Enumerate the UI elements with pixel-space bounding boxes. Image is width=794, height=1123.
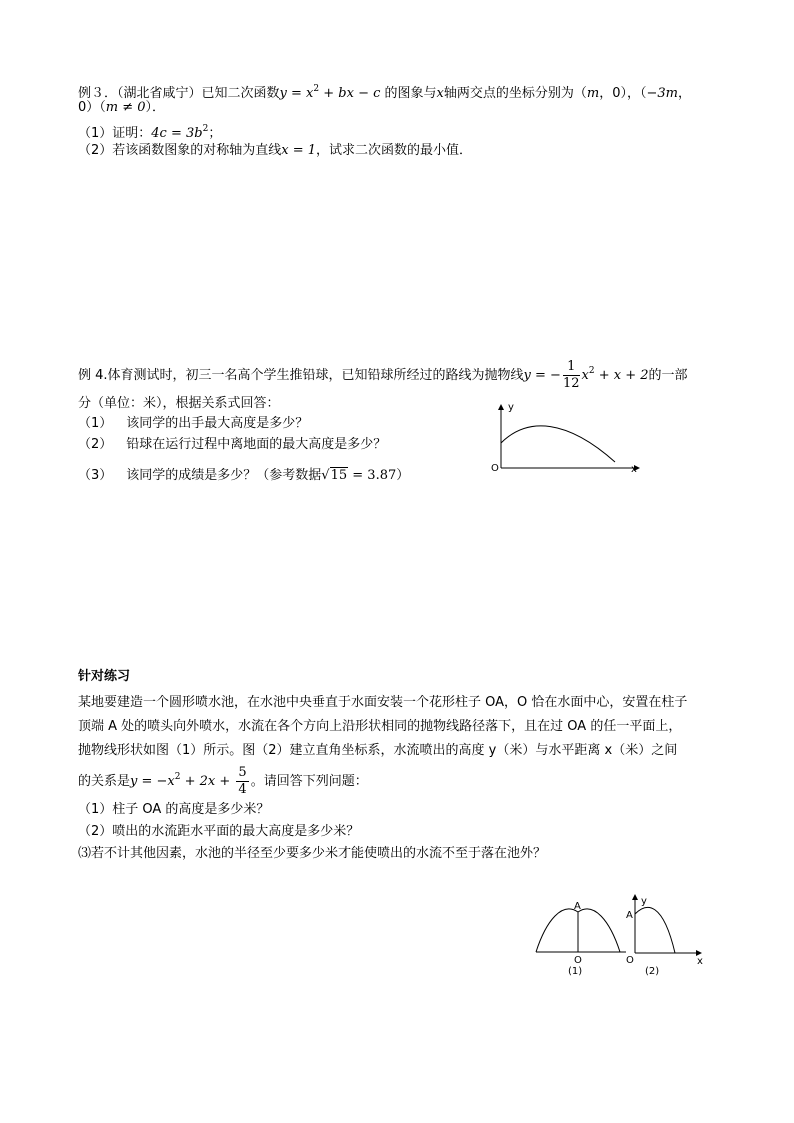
fraction-denominator: 12 [562, 376, 580, 391]
math-rest: + bx − c [319, 86, 381, 101]
example3-q2 [78, 142, 472, 160]
graph-x-label: x [631, 464, 637, 475]
fraction-numerator: 5 [238, 765, 247, 780]
math-m: m [586, 86, 600, 101]
example3-q1 [78, 120, 221, 143]
example4-q1 [78, 415, 308, 433]
fig2-point-a-label: A [626, 910, 633, 921]
fig1-point-a-label: A [574, 901, 581, 912]
p4-sup: 2 [174, 772, 181, 782]
trajectory-curve [501, 426, 615, 462]
fig2-caption: (2) [645, 966, 660, 977]
example4-prefix: 例 4.体育测试时，初三一名高个学生推铅球，已知铅球所经过的路线为抛物线 [78, 368, 524, 383]
q3-number: （3） [78, 468, 113, 483]
p4-eq: y = −x [130, 774, 175, 789]
example3-line2-a: 0）（ [78, 100, 106, 115]
practice-heading: 针对练习 [78, 669, 131, 684]
practice-q3: ⑶若不计其他因素，水池的半径至少要多少米才能使喷出的水流不至于落在池外？ [78, 846, 547, 861]
graph-origin-label: O [491, 463, 499, 474]
q2-suffix: ，试求二次函数的最小值． [316, 143, 473, 158]
example4-eq-rest: + x + 2 [594, 368, 649, 383]
q2-number: （2） [78, 437, 113, 452]
fig2-origin-label: O [626, 955, 634, 966]
example3-suffix: 轴两交点的坐标分别为（ [443, 86, 587, 101]
fraction-numerator: 1 [563, 359, 580, 376]
math-neg3m: −3m [646, 86, 678, 101]
example3-line2 [78, 99, 165, 117]
example4-fraction [563, 359, 580, 392]
graph-y-label: y [508, 402, 514, 413]
math-eq: = [286, 86, 307, 101]
y-axis-arrow [498, 404, 504, 410]
math-x: x [581, 368, 589, 383]
practice-p3: 抛物线形状如图（1）所示。图（2）建立直角坐标系，水流喷出的高度 y（米）与水平距离 x（米）之间 [78, 743, 678, 758]
example3-line1 [78, 80, 691, 103]
q2-prefix: （2）若该函数图象的对称轴为直线 [78, 143, 282, 158]
p4-suffix: 。请回答下列问题： [250, 774, 368, 789]
example4-parabola-graph [488, 398, 648, 478]
fig1-point-o-label: O [574, 955, 582, 966]
sqrt-radicand: 15 [330, 468, 348, 483]
practice-q1: （1）柱子 OA 的高度是多少米？ [78, 802, 270, 817]
math-cond: m ≠ 0 [105, 100, 146, 115]
math-axis-x: x [436, 86, 444, 101]
practice-q2: （2）喷出的水流距水平面的最大高度是多少米？ [78, 824, 360, 839]
q2-math: x = 1 [281, 143, 317, 158]
fig2-x-label: x [697, 956, 703, 967]
example4-line2: 分（单位：米），根据关系式回答： [78, 396, 280, 411]
fig2-y-label: y [641, 896, 647, 907]
p4-rest: + 2x + [180, 774, 235, 789]
example3-line2-b: ）． [145, 100, 166, 115]
q1-sup: 2 [202, 124, 209, 134]
fig2-y-arrow [632, 894, 638, 900]
p4-fraction [236, 765, 248, 798]
q1-number: （1） [78, 416, 113, 431]
example3-prefix: 例３．（湖北省咸宁）已知二次函数 [78, 86, 280, 101]
q3-text-b: ） [396, 468, 410, 483]
q2-text: 铅球在运行过程中离地面的最大高度是多少？ [126, 437, 387, 452]
q1-math: 4c = 3b [151, 126, 203, 141]
fraction-denominator: 4 [238, 782, 247, 797]
q1-suffix: ； [208, 126, 222, 141]
practice-p2: 顶端 A 处的喷头向外喷水，水流在各个方向上沿形状相同的抛物线路径落下，且在过 OA 的任一平面上， [78, 719, 682, 734]
math-y: y [279, 86, 287, 101]
practice-p4 [78, 760, 368, 799]
left-water-arc [536, 909, 578, 952]
fig1-caption: (1) [568, 966, 583, 977]
fountain-figure-1 [532, 896, 632, 980]
example4-suffix: 的一部 [648, 368, 688, 383]
example3-middle: 的图象与 [380, 86, 437, 101]
example4-eq-lhs: y = − [523, 368, 561, 383]
sqrt-value: = 3.87 [348, 468, 397, 483]
math-sup: 2 [313, 84, 320, 94]
example4-line1 [78, 354, 688, 393]
q3-text-a: 该同学的成绩是多少？（参考数据 [126, 468, 322, 483]
example4-q2 [78, 436, 386, 454]
practice-p1: 某地要建造一个圆形喷水池，在水池中央垂直于水面安装一个花形柱子 OA，O 恰在水面中心，安置在柱子 [78, 695, 688, 710]
q1-prefix: （1）证明： [78, 126, 152, 141]
fountain-figure-2 [625, 894, 705, 978]
math-x: x [306, 86, 314, 101]
example3-pt1-rest: ，0），（ [599, 86, 647, 101]
example3-pt2-rest: ， [677, 86, 691, 101]
example4-q3 [78, 467, 409, 485]
math-sup: 2 [588, 366, 595, 376]
right-water-arc [578, 909, 620, 952]
fig2-water-arc [635, 907, 675, 953]
sqrt-expression: √15 = 3.87 [321, 468, 397, 483]
q1-text: 该同学的出手最大高度是多少？ [126, 416, 309, 431]
p4-prefix: 的关系是 [78, 774, 131, 789]
